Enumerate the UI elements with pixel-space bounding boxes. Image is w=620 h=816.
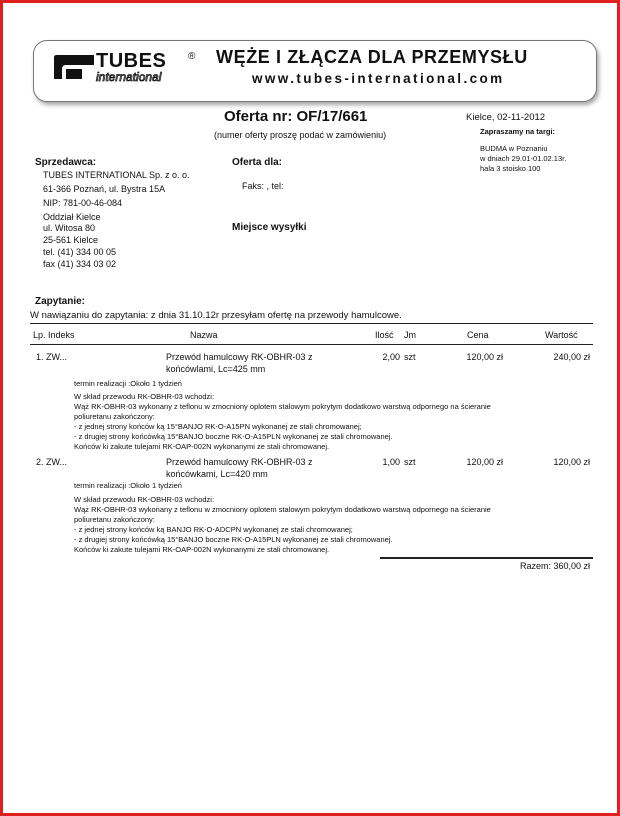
col-header-value: Wartość: [545, 330, 578, 340]
row-detail: poliuretanu zakończony:: [74, 412, 155, 421]
place-date: Kielce, 02-11-2012: [466, 112, 546, 123]
col-header-unit: Jm: [404, 330, 416, 340]
row-name: końcówlami, Lc=425 mm: [166, 364, 266, 374]
row-detail: Wąż RK-OBHR-03 wykonany z teflonu w zmocniony oplotem stalowym pokrytym dodatkowo warstwą odpornego na ścieranie: [74, 505, 491, 514]
brand-name: TUBES: [96, 50, 167, 72]
row-detail: Wąż RK-OBHR-03 wykonany z teflonu w zmocniony oplotem stalowym pokrytym dodatkowo warstwą odpornego na ścieranie: [74, 402, 491, 411]
invitation-line: BUDMA w Poznaniu: [480, 144, 548, 153]
row-qty: 1,00: [382, 457, 400, 467]
row-price: 120,00 zł: [466, 457, 503, 467]
row-detail: - z jednej strony końców ką 15°BANJO RK-O-A15PN wykonanej ze stali chromowanej;: [74, 422, 362, 431]
row-value: 120,00 zł: [553, 457, 590, 467]
brand-subtitle: international: [96, 70, 162, 84]
row-detail: W skład przewodu RK-OBHR-03 wchodzi:: [74, 495, 215, 504]
tubes-logo-icon: [52, 53, 96, 81]
branch-line: 25-561 Kielce: [43, 235, 99, 245]
col-header-lp: Lp. Indeks: [33, 330, 75, 340]
seller-line: TUBES INTERNATIONAL Sp. z o. o.: [43, 170, 190, 180]
branch-line: ul. Witosa 80: [43, 223, 96, 233]
col-header-name: Nazwa: [190, 330, 218, 340]
col-header-qty: Ilość: [375, 330, 394, 340]
row-detail: - z drugiej strony końcówką 15°BANJO boczne RK-O-A15PLN wykonanej ze stali chromowanej.: [74, 432, 393, 441]
row-price: 120,00 zł: [466, 352, 503, 362]
row-name: Przewód hamulcowy RK-OBHR-03 z: [166, 352, 313, 362]
offer-for-heading: Oferta dla:: [232, 157, 283, 168]
offer-title: Oferta nr: OF/17/661: [224, 108, 368, 125]
row-detail: Końców ki zakute tulejami RK-OAP-002N wykonanymi ze stali chromowanej.: [74, 442, 330, 451]
seller-line: NIP: 781-00-46-084: [43, 198, 123, 208]
seller-heading: Sprzedawca:: [35, 157, 97, 168]
company-banner: [33, 40, 597, 102]
invitation-line: hala 3 stoisko 100: [480, 164, 541, 173]
row-detail: - z drugiej strony końcówką 15°BANJO boczne RK-O-A15PLN wykonanej ze stali chromowanej.: [74, 535, 393, 544]
row-qty: 2,00: [382, 352, 400, 362]
offer-number-note: (numer oferty proszę podać w zamówieniu): [214, 130, 387, 140]
branch-line: Oddział Kielce: [43, 212, 101, 222]
row-lp: 1. ZW...: [36, 352, 68, 362]
row-detail: Końców ki zakute tulejami RK-OAP-002N wykonanymi ze stali chromowanej.: [74, 545, 330, 554]
inquiry-heading: Zapytanie:: [35, 296, 86, 307]
shipping-heading: Miejsce wysyłki: [232, 222, 307, 233]
row-lp: 2. ZW...: [36, 457, 68, 467]
branch-line: fax (41) 334 03 02: [43, 259, 117, 269]
col-header-price: Cena: [467, 330, 489, 340]
total-amount: Razem: 360,00 zł: [519, 561, 590, 571]
registered-mark: ®: [188, 51, 196, 62]
branch-line: tel. (41) 334 00 05: [43, 247, 117, 257]
row-unit: szt: [404, 352, 416, 362]
table-top-rule: [30, 323, 593, 324]
row-detail: termin realizacji :Około 1 tydzień: [74, 379, 182, 388]
total-rule: [380, 557, 593, 559]
row-detail: termin realizacji :Około 1 tydzień: [74, 481, 182, 490]
seller-line: 61-366 Poznań, ul. Bystra 15A: [43, 184, 166, 194]
table-header-rule: [30, 344, 593, 345]
website-url: www.tubes-international.com: [252, 71, 505, 86]
row-detail: - z jednej strony końców ką BANJO RK-O-ADCPN wykonanej ze stali chromowanej;: [74, 525, 353, 534]
fax-tel-line: Faks: , tel:: [242, 181, 284, 191]
row-name: Przewód hamulcowy RK-OBHR-03 z: [166, 457, 313, 467]
row-detail: W skład przewodu RK-OBHR-03 wchodzi:: [74, 392, 215, 401]
banner-title: WĘŻE I ZŁĄCZA DLA PRZEMYSŁU: [216, 47, 528, 67]
invitation-heading: Zapraszamy na targi:: [480, 127, 556, 136]
row-name: końcówkami, Lc=420 mm: [166, 469, 268, 479]
invitation-line: w dniach 29.01-01.02.13r.: [480, 154, 567, 163]
row-value: 240,00 zł: [553, 352, 590, 362]
row-unit: szt: [404, 457, 416, 467]
inquiry-text: W nawiązaniu do zapytania: z dnia 31.10.12r przesyłam ofertę na przewody hamulcowe.: [30, 310, 402, 321]
row-detail: poliuretanu zakończony:: [74, 515, 155, 524]
